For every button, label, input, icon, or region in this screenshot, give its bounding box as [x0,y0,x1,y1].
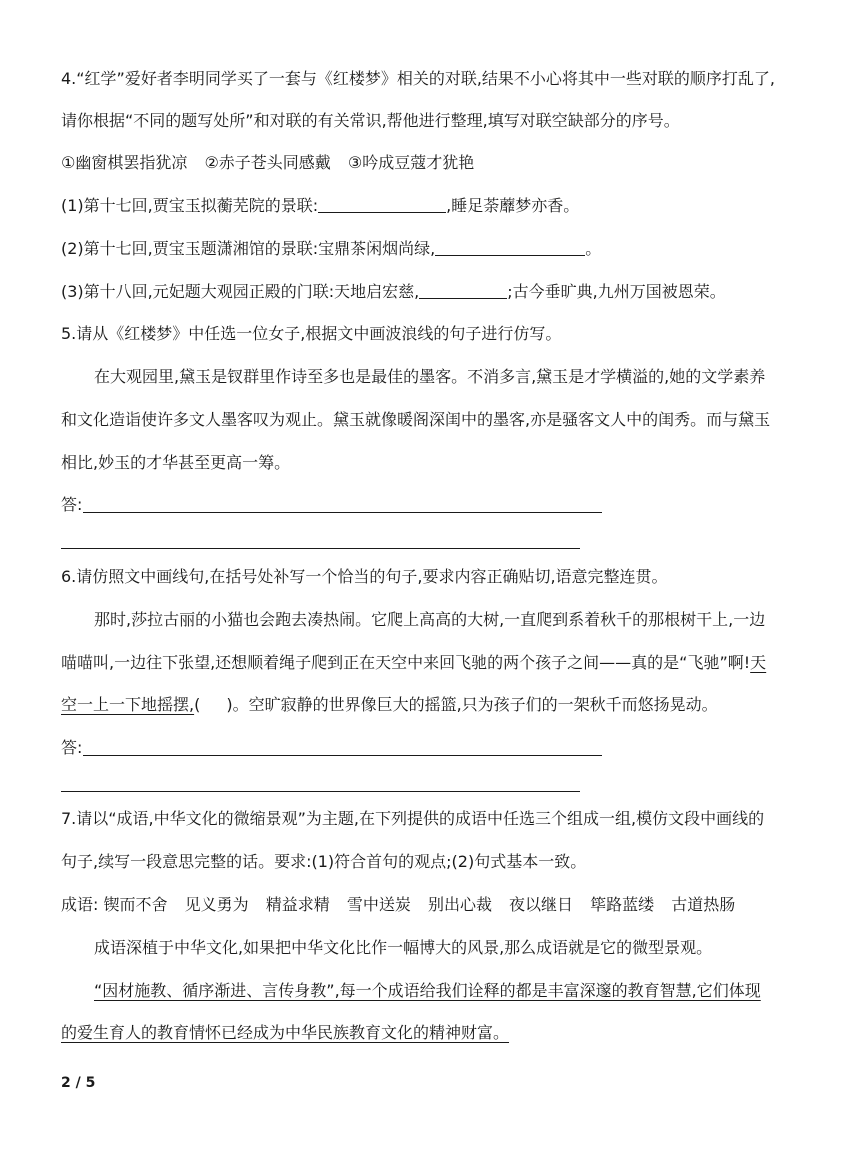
q4-sub-3 [61,281,726,303]
q4-sub-2-blank[interactable] [435,239,585,256]
q4-sub-2-tail: 。 [585,239,602,258]
q5-title: 5.请从《红楼梦》中任选一位女子,根据文中画波浪线的句子进行仿写。 [61,324,562,343]
q5-para-1: 在大观园里,黛玉是钗群里作诗至多也是最佳的墨客。不消多言,黛玉是才学横溢的,她的文学素养 [94,367,766,386]
q6-para-1: 那时,莎拉古丽的小猫也会跑去凑热闹。它爬上高高的大树,一直爬到系着秋千的那根树干上,一边 [94,610,766,629]
q4-option-1: ①幽窗棋罢指犹凉 [61,153,188,172]
q7-idiom: 精益求精 [265,895,330,914]
q7-para-1: 成语深植于中华文化,如果把中华文化比作一幅博大的风景,那么成语就是它的微型景观。 [94,938,713,957]
q6-answer-label: 答: [61,738,83,757]
q5-answer-label: 答: [61,495,83,514]
q5-answer-line-1[interactable] [83,512,602,513]
q4-sub-3-blank[interactable] [419,282,507,299]
q5-para-2: 和文化造诣使许多文人墨客叹为观止。黛玉就像暖阁深闺中的墨客,亦是骚客文人中的闺秀。而与黛玉 [61,410,771,429]
q7-idiom: 见义勇为 [184,895,249,914]
q7-line-1: 7.请以“成语,中华文化的微缩景观”为主题,在下列提供的成语中任选三个组成一组,模仿文段中画线的 [61,809,765,828]
q6-underlined-sentence-start: 天 [750,653,767,672]
q6-title: 6.请仿照文中画线句,在括号处补写一个恰当的句子,要求内容正确贴切,语意完整连贯。 [61,567,668,586]
q7-para-2-underlined: “因材施教、循序渐进、言传身教”,每一个成语给我们诠释的都是丰富深邃的教育智慧,它们体现 [94,981,761,1000]
q7-idiom: 夜以继日 [509,895,574,914]
q4-options [61,152,474,174]
q7-para-3-underlined: 的爱生育人的教育情怀已经成为中华民族教育文化的精神财富。 [61,1023,510,1042]
q7-idiom: 古道热肠 [671,895,736,914]
q7-line-2: 句子,续写一段意思完整的话。要求:(1)符合首句的观点;(2)句式基本一致。 [61,852,587,871]
q4-sub-2 [61,238,601,260]
q6-paren-close: ) [226,695,233,714]
q4-sub-1 [61,195,579,217]
q6-para-3 [61,694,718,716]
q4-line-2: 请你根据“不同的题写处所”和对联的有关常识,帮他进行整理,填写对联空缺部分的序号。 [61,111,680,130]
q7-idiom: 雪中送炭 [346,895,411,914]
q4-sub-1-blank[interactable] [318,196,446,213]
q6-para-3-tail: 。空旷寂静的世界像巨大的摇篮,只为孩子们的一架秋千而悠扬晃动。 [232,695,718,714]
q7-idioms-label: 成语: [61,895,99,914]
q7-idiom: 别出心裁 [427,895,492,914]
q4-sub-3-tail: ;古今垂旷典,九州万国被恩荣。 [507,282,726,301]
q4-option-3: ③吟成豆蔻才犹艳 [347,153,475,172]
q6-underlined-sentence-end: 空一上一下地摇摆, [61,695,195,714]
q4-option-2: ②赤子苍头同感戴 [204,153,331,172]
q7-idiom: 锲而不舍 [103,895,168,914]
q5-answer-line-2[interactable] [61,548,580,549]
q6-answer-line-2[interactable] [61,791,580,792]
page-number: 2 / 5 [61,1075,96,1091]
q4-sub-3-text: (3)第十八回,元妃题大观园正殿的门联:天地启宏慈, [61,282,420,301]
q4-line-1: 4.“红学”爱好者李明同学买了一套与《红楼梦》相关的对联,结果不小心将其中一些对联的顺序打乱了, [61,69,776,88]
q4-sub-1-tail: ,睡足荼蘼梦亦香。 [446,196,580,215]
q5-para-3: 相比,妙玉的才华甚至更高一筹。 [61,453,291,472]
q6-paren-open: ( [194,695,201,714]
q7-idiom: 筚路蓝缕 [590,895,655,914]
q6-para-2 [61,652,766,674]
q4-sub-2-text: (2)第十七回,贾宝玉题潇湘馆的景联:宝鼎茶闲烟尚绿, [61,239,436,258]
q6-para-2-text: 喵喵叫,一边往下张望,还想顺着绳子爬到正在天空中来回飞驰的两个孩子之间——真的是“飞驰”啊! [61,653,751,672]
q7-idioms [61,894,735,916]
q4-sub-1-text: (1)第十七回,贾宝玉拟蘅芜院的景联: [61,196,319,215]
q6-answer-line-1[interactable] [83,755,602,756]
